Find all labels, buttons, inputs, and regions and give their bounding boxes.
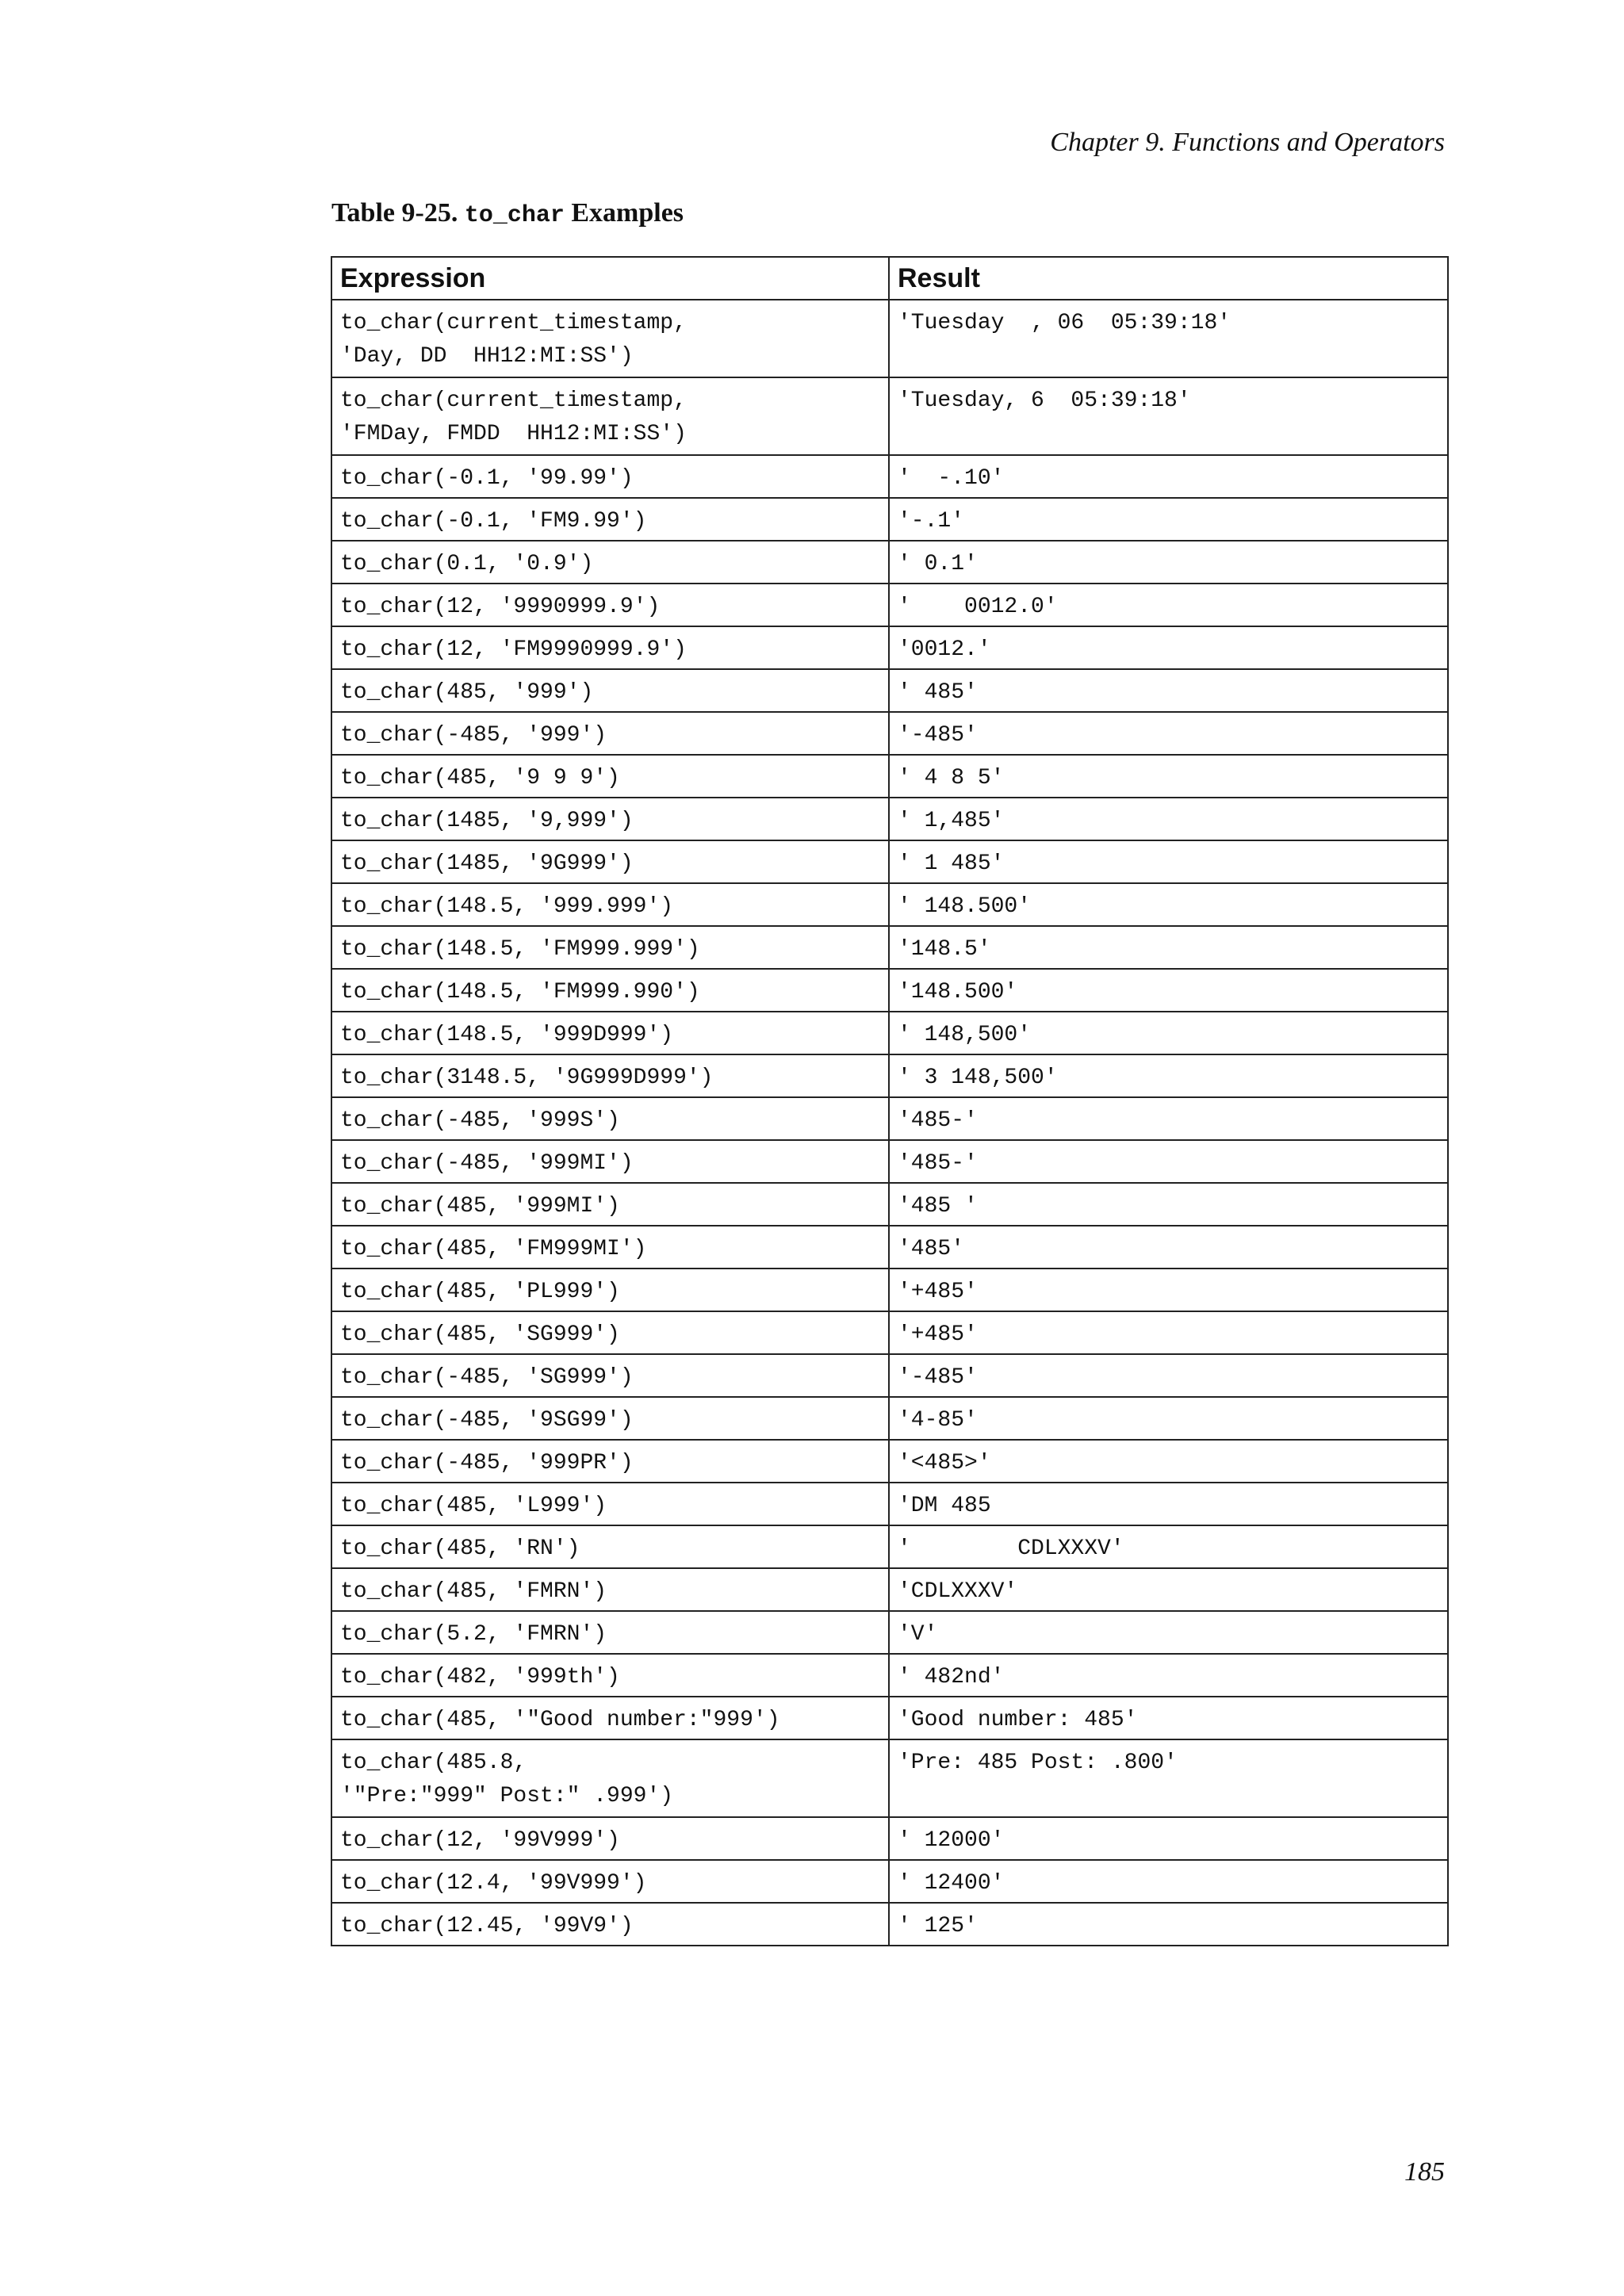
table-row bbox=[331, 926, 1448, 969]
expression-cell: to_char(-485, 'SG999') bbox=[331, 1354, 889, 1397]
expression-cell: to_char(5.2, 'FMRN') bbox=[331, 1611, 889, 1654]
table-row bbox=[331, 1097, 1448, 1140]
table-row bbox=[331, 1817, 1448, 1860]
table-row bbox=[331, 755, 1448, 798]
expression-cell: to_char(current_timestamp, 'FMDay, FMDD HH12:MI:SS') bbox=[331, 377, 889, 455]
result-cell: ' 4 8 5' bbox=[889, 755, 1448, 798]
result-cell: 'Good number: 485' bbox=[889, 1697, 1448, 1739]
expression-cell: to_char(485, 'FM999MI') bbox=[331, 1226, 889, 1269]
table-row bbox=[331, 712, 1448, 755]
table-row bbox=[331, 1483, 1448, 1525]
result-cell: 'Tuesday , 06 05:39:18' bbox=[889, 300, 1448, 377]
table-row bbox=[331, 1054, 1448, 1097]
table-row bbox=[331, 669, 1448, 712]
expression-cell: to_char(12, 'FM9990999.9') bbox=[331, 626, 889, 669]
table-row bbox=[331, 541, 1448, 584]
expression-cell: to_char(1485, '9,999') bbox=[331, 798, 889, 840]
result-cell: '-485' bbox=[889, 712, 1448, 755]
table-row bbox=[331, 1183, 1448, 1226]
table-row bbox=[331, 1525, 1448, 1568]
expression-cell: to_char(485, 'PL999') bbox=[331, 1269, 889, 1311]
page-number: 185 bbox=[1404, 2157, 1445, 2187]
result-cell: ' 0.1' bbox=[889, 541, 1448, 584]
table-row bbox=[331, 498, 1448, 541]
table-row bbox=[331, 1226, 1448, 1269]
caption-suffix: Examples bbox=[564, 198, 684, 228]
expression-cell: to_char(485, 'L999') bbox=[331, 1483, 889, 1525]
result-cell: '0012.' bbox=[889, 626, 1448, 669]
expression-cell: to_char(current_timestamp, 'Day, DD HH12:MI:SS') bbox=[331, 300, 889, 377]
result-cell: '<485>' bbox=[889, 1440, 1448, 1483]
table-row bbox=[331, 840, 1448, 883]
table-row bbox=[331, 1611, 1448, 1654]
expression-cell: to_char(485, 'SG999') bbox=[331, 1311, 889, 1354]
result-cell: '148.5' bbox=[889, 926, 1448, 969]
result-cell: ' 3 148,500' bbox=[889, 1054, 1448, 1097]
result-cell: 'DM 485 bbox=[889, 1483, 1448, 1525]
result-cell: 'CDLXXXV' bbox=[889, 1568, 1448, 1611]
result-cell: ' 0012.0' bbox=[889, 584, 1448, 626]
table-row bbox=[331, 626, 1448, 669]
result-cell: '+485' bbox=[889, 1311, 1448, 1354]
result-cell: '+485' bbox=[889, 1269, 1448, 1311]
expression-cell: to_char(148.5, 'FM999.990') bbox=[331, 969, 889, 1012]
table-row bbox=[331, 1440, 1448, 1483]
table-row bbox=[331, 1697, 1448, 1739]
expression-cell: to_char(0.1, '0.9') bbox=[331, 541, 889, 584]
result-cell: ' 1 485' bbox=[889, 840, 1448, 883]
table-row bbox=[331, 969, 1448, 1012]
table-row bbox=[331, 1397, 1448, 1440]
result-cell: '4-85' bbox=[889, 1397, 1448, 1440]
expression-cell: to_char(12.4, '99V999') bbox=[331, 1860, 889, 1903]
table-row bbox=[331, 1568, 1448, 1611]
table-row bbox=[331, 455, 1448, 498]
caption-prefix: Table 9-25. bbox=[331, 198, 465, 228]
expression-cell: to_char(-0.1, '99.99') bbox=[331, 455, 889, 498]
expression-cell: to_char(-485, '999PR') bbox=[331, 1440, 889, 1483]
to-char-examples-table bbox=[331, 256, 1449, 1946]
expression-cell: to_char(148.5, '999.999') bbox=[331, 883, 889, 926]
expression-cell: to_char(12, '99V999') bbox=[331, 1817, 889, 1860]
expression-cell: to_char(485, '999') bbox=[331, 669, 889, 712]
expression-cell: to_char(485, '999MI') bbox=[331, 1183, 889, 1226]
result-cell: ' 1,485' bbox=[889, 798, 1448, 840]
expression-cell: to_char(12.45, '99V9') bbox=[331, 1903, 889, 1946]
table-row bbox=[331, 1311, 1448, 1354]
expression-cell: to_char(482, '999th') bbox=[331, 1654, 889, 1697]
table-row bbox=[331, 1140, 1448, 1183]
expression-cell: to_char(485, 'FMRN') bbox=[331, 1568, 889, 1611]
expression-cell: to_char(148.5, '999D999') bbox=[331, 1012, 889, 1054]
result-cell: ' CDLXXXV' bbox=[889, 1525, 1448, 1568]
expression-cell: to_char(485, '9 9 9') bbox=[331, 755, 889, 798]
table-row bbox=[331, 584, 1448, 626]
result-cell: '148.500' bbox=[889, 969, 1448, 1012]
result-cell: ' 482nd' bbox=[889, 1654, 1448, 1697]
expression-cell: to_char(12, '9990999.9') bbox=[331, 584, 889, 626]
table-row bbox=[331, 1860, 1448, 1903]
result-cell: ' 148.500' bbox=[889, 883, 1448, 926]
result-cell: ' 12400' bbox=[889, 1860, 1448, 1903]
result-cell: ' 148,500' bbox=[889, 1012, 1448, 1054]
table-row bbox=[331, 300, 1448, 377]
expression-cell: to_char(485.8, '"Pre:"999" Post:" .999') bbox=[331, 1739, 889, 1817]
table-row bbox=[331, 1269, 1448, 1311]
expression-cell: to_char(3148.5, '9G999D999') bbox=[331, 1054, 889, 1097]
expression-cell: to_char(1485, '9G999') bbox=[331, 840, 889, 883]
table-row bbox=[331, 1903, 1448, 1946]
table-body bbox=[331, 300, 1448, 1946]
caption-code: to_char bbox=[464, 202, 565, 229]
expression-cell: to_char(-485, '999MI') bbox=[331, 1140, 889, 1183]
result-cell: ' 125' bbox=[889, 1903, 1448, 1946]
column-header-result: Result bbox=[889, 257, 1448, 300]
expression-cell: to_char(485, 'RN') bbox=[331, 1525, 889, 1568]
expression-cell: to_char(485, '"Good number:"999') bbox=[331, 1697, 889, 1739]
expression-cell: to_char(-485, '999S') bbox=[331, 1097, 889, 1140]
result-cell: '-485' bbox=[889, 1354, 1448, 1397]
expression-cell: to_char(-485, '999') bbox=[331, 712, 889, 755]
column-header-expression: Expression bbox=[331, 257, 889, 300]
table-row bbox=[331, 1739, 1448, 1817]
expression-cell: to_char(-485, '9SG99') bbox=[331, 1397, 889, 1440]
table-row bbox=[331, 1012, 1448, 1054]
result-cell: '485 ' bbox=[889, 1183, 1448, 1226]
result-cell: ' 485' bbox=[889, 669, 1448, 712]
table-header-row bbox=[331, 257, 1448, 300]
expression-cell: to_char(148.5, 'FM999.999') bbox=[331, 926, 889, 969]
running-header: Chapter 9. Functions and Operators bbox=[1050, 128, 1445, 157]
result-cell: '485-' bbox=[889, 1097, 1448, 1140]
result-cell: '-.1' bbox=[889, 498, 1448, 541]
table-row bbox=[331, 883, 1448, 926]
expression-cell: to_char(-0.1, 'FM9.99') bbox=[331, 498, 889, 541]
table-row bbox=[331, 377, 1448, 455]
table-row bbox=[331, 798, 1448, 840]
table-row bbox=[331, 1354, 1448, 1397]
result-cell: '485' bbox=[889, 1226, 1448, 1269]
result-cell: 'Pre: 485 Post: .800' bbox=[889, 1739, 1448, 1817]
result-cell: 'V' bbox=[889, 1611, 1448, 1654]
result-cell: ' 12000' bbox=[889, 1817, 1448, 1860]
table-caption bbox=[331, 197, 684, 232]
table-row bbox=[331, 1654, 1448, 1697]
result-cell: ' -.10' bbox=[889, 455, 1448, 498]
result-cell: '485-' bbox=[889, 1140, 1448, 1183]
result-cell: 'Tuesday, 6 05:39:18' bbox=[889, 377, 1448, 455]
